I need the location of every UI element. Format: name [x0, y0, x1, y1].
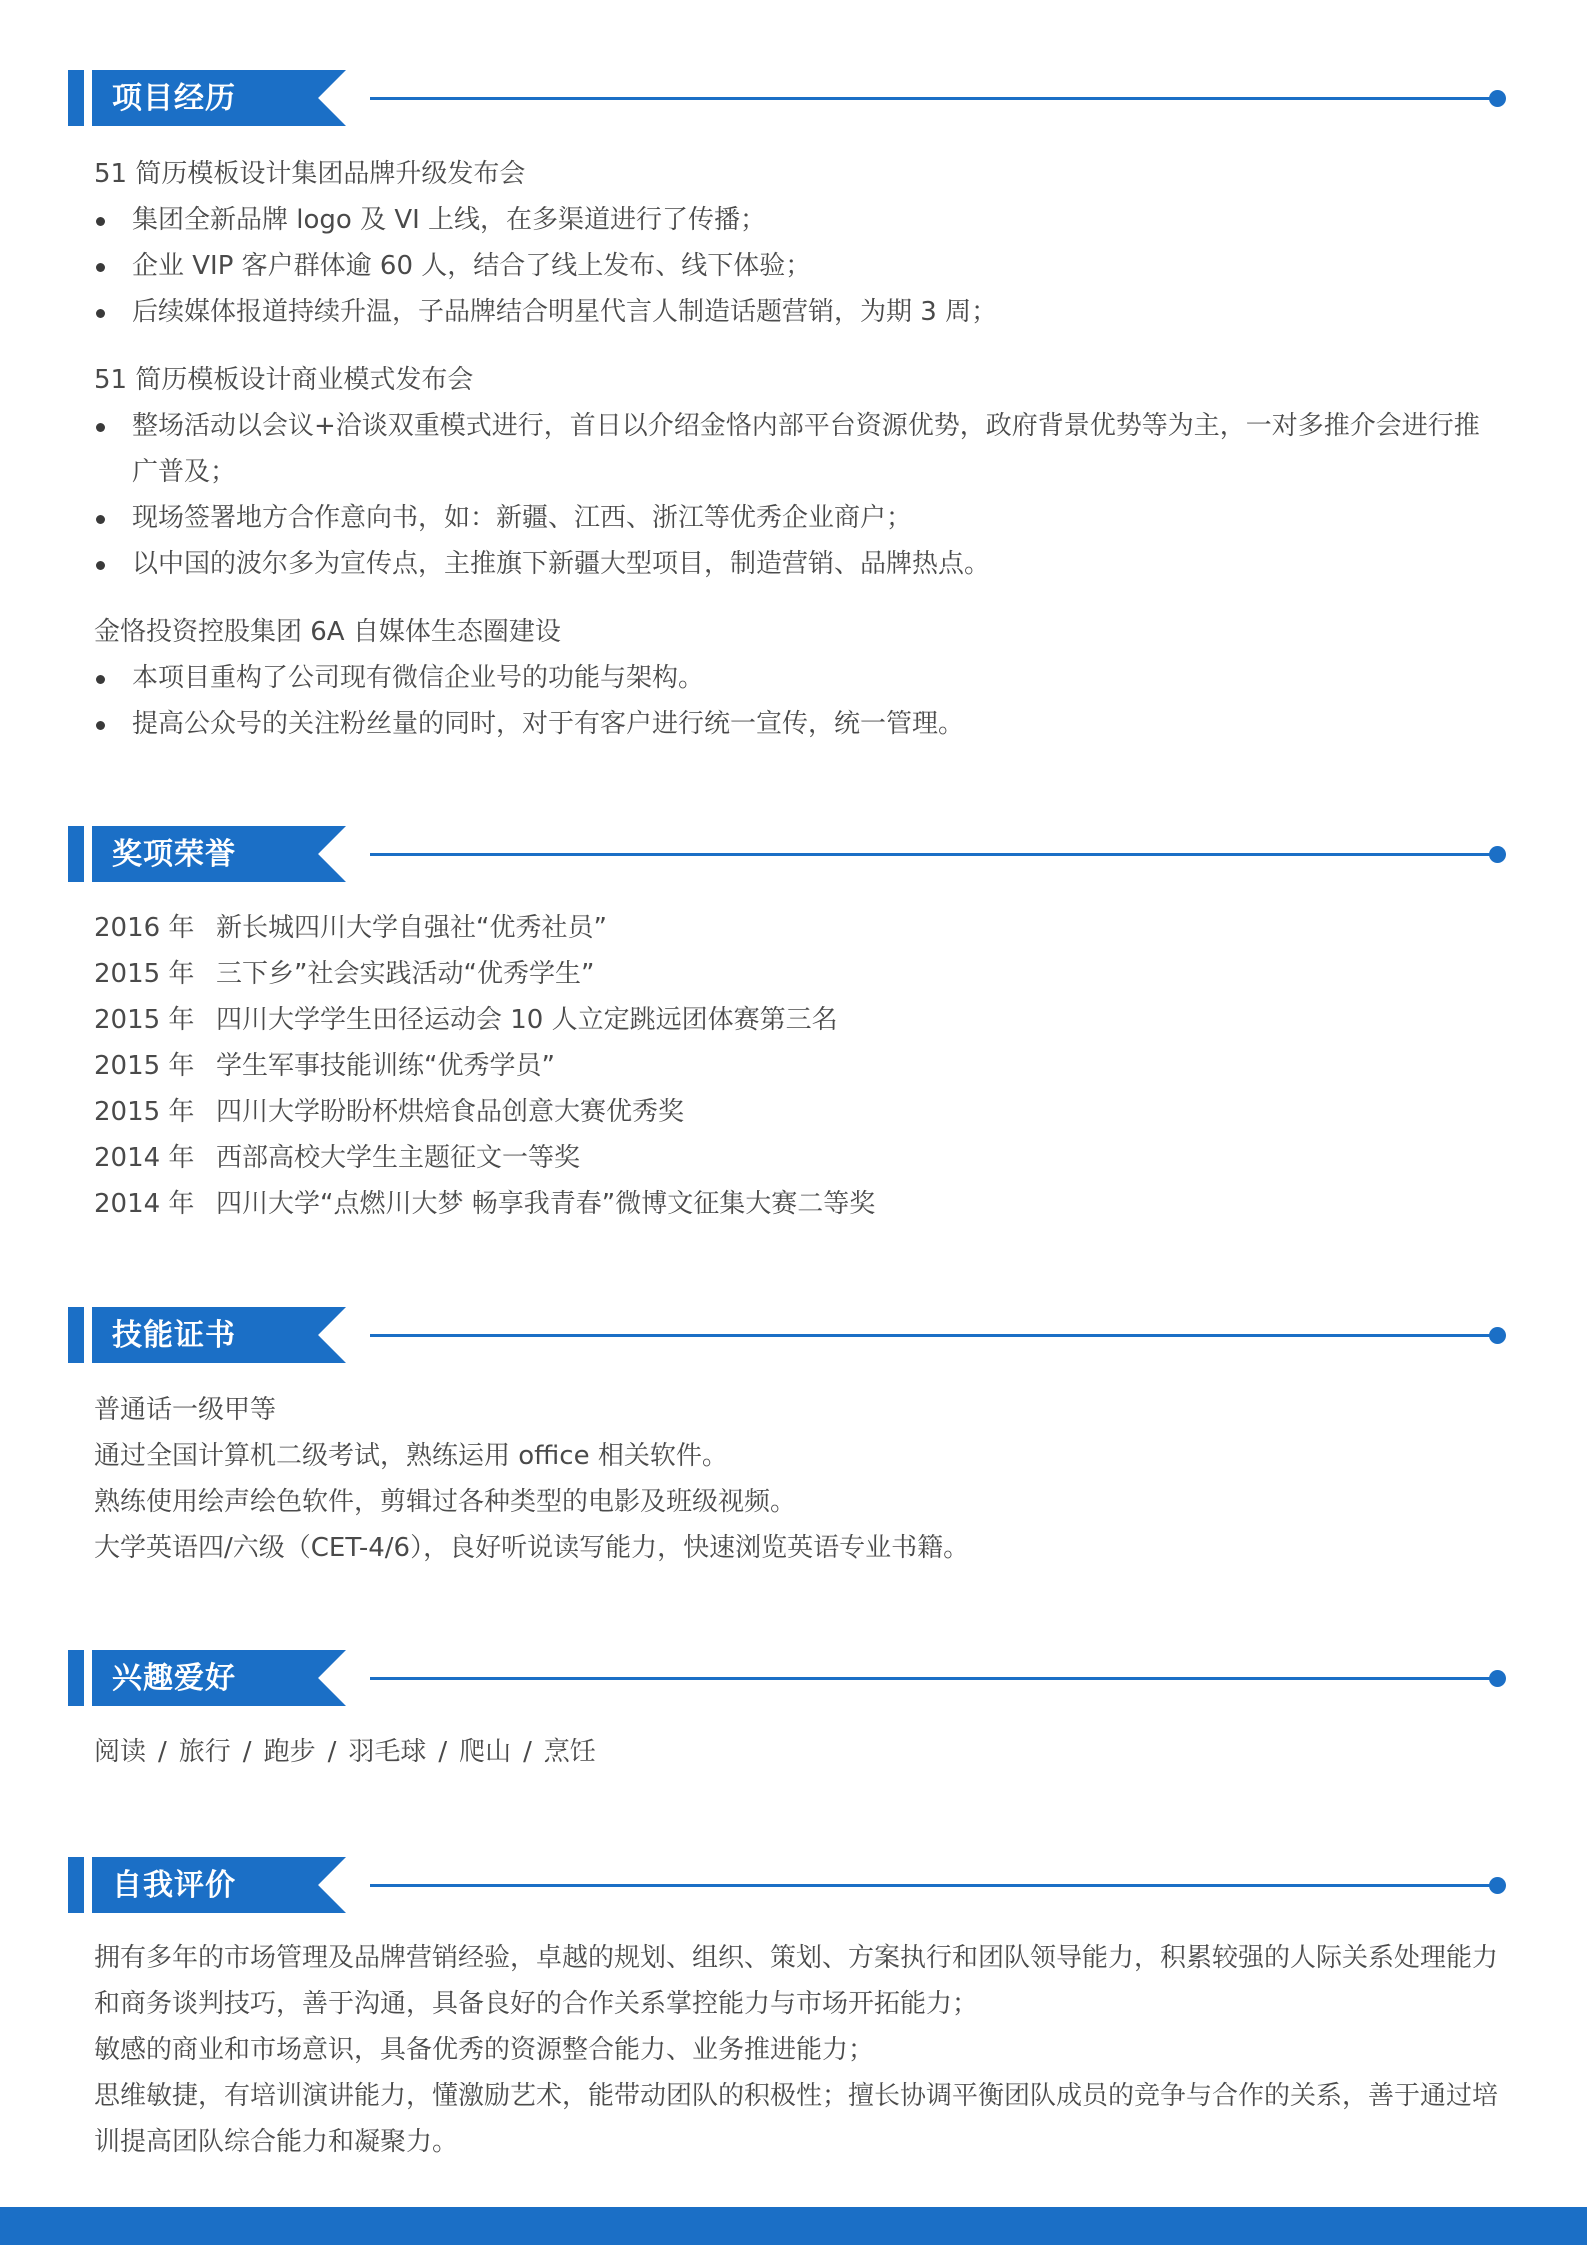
- section-header-skills: [68, 1307, 1508, 1363]
- award-item: [94, 1135, 1504, 1181]
- header-accent-bar: [68, 826, 84, 882]
- award-year: 2015 年: [94, 1005, 195, 1035]
- award-item: [94, 951, 1504, 997]
- award-year: 2015 年: [94, 1051, 195, 1081]
- section-title-self-eval: 自我评价: [112, 1868, 236, 1903]
- hobby-separator: /: [523, 1737, 532, 1767]
- award-desc: 学生军事技能训练“优秀学员”: [216, 1051, 555, 1081]
- header-divider-line: [370, 97, 1496, 100]
- header-divider-dot: [1489, 1670, 1506, 1687]
- project-bullet: 提高公众号的关注粉丝量的同时，对于有客户进行统一宣传，统一管理。: [94, 701, 1504, 747]
- award-desc: 四川大学学生田径运动会 10 人立定跳远团体赛第三名: [216, 1005, 838, 1035]
- project-bullet: 现场签署地方合作意向书，如：新疆、江西、浙江等优秀企业商户；: [94, 495, 1504, 541]
- award-desc: 三下乡”社会实践活动“优秀学生”: [216, 959, 595, 989]
- award-desc: 四川大学“点燃川大梦 畅享我青春”微博文征集大赛二等奖: [216, 1189, 876, 1219]
- award-year: 2014 年: [94, 1143, 195, 1173]
- skills-content: [94, 1387, 1504, 1571]
- award-year: 2016 年: [94, 913, 195, 943]
- hobby-item: 烹饪: [543, 1737, 596, 1767]
- header-accent-bar: [68, 1307, 84, 1363]
- section-header-hobbies: [68, 1650, 1508, 1706]
- award-desc: 西部高校大学生主题征文一等奖: [216, 1143, 581, 1173]
- self-eval-paragraph: 拥有多年的市场管理及品牌营销经验，卓越的规划、组织、策划、方案执行和团队领导能力，积累较强的人际关系处理能力和商务谈判技巧，善于沟通，具备良好的合作关系掌控能力与市场开拓能力；: [94, 1943, 1499, 2019]
- project-bullet: 本项目重构了公司现有微信企业号的功能与架构。: [94, 655, 1504, 701]
- project-bullet: 后续媒体报道持续升温，子品牌结合明星代言人制造话题营销，为期 3 周；: [94, 289, 1504, 335]
- award-desc: 新长城四川大学自强社“优秀社员”: [216, 913, 607, 943]
- header-accent-bar: [68, 1650, 84, 1706]
- header-divider-line: [370, 1334, 1496, 1337]
- hobby-item: 旅行: [178, 1737, 231, 1767]
- project-bullet: 以中国的波尔多为宣传点，主推旗下新疆大型项目，制造营销、品牌热点。: [94, 541, 1504, 587]
- award-desc: 四川大学盼盼杯烘焙食品创意大赛优秀奖: [216, 1097, 685, 1127]
- awards-content: [94, 905, 1504, 1227]
- self-eval-paragraph: 思维敏捷，有培训演讲能力，懂激励艺术，能带动团队的积极性；擅长协调平衡团队成员的竞争与合作的关系，善于通过培训提高团队综合能力和凝聚力。: [94, 2081, 1499, 2157]
- projects-content: [94, 151, 1504, 747]
- project-bullet: 企业 VIP 客户群体逾 60 人，结合了线上发布、线下体验；: [94, 243, 1504, 289]
- hobby-item: 跑步: [263, 1737, 316, 1767]
- header-divider-line: [370, 853, 1496, 856]
- header-accent-bar: [68, 70, 84, 126]
- award-item: [94, 997, 1504, 1043]
- self-eval-content: [94, 1935, 1504, 2165]
- hobby-separator: /: [438, 1737, 448, 1767]
- hobby-separator: /: [327, 1737, 337, 1767]
- header-divider-dot: [1489, 1327, 1506, 1344]
- hobby-item: 阅读: [94, 1737, 147, 1767]
- section-header-self-eval: [68, 1857, 1508, 1913]
- self-eval-paragraph: 敏感的商业和市场意识，具备优秀的资源整合能力、业务推进能力；: [94, 2035, 875, 2065]
- header-accent-bar: [68, 1857, 84, 1913]
- header-divider-dot: [1489, 90, 1506, 107]
- hobby-item: 羽毛球: [348, 1737, 427, 1767]
- project-bullet: 集团全新品牌 logo 及 VI 上线，在多渠道进行了传播；: [94, 197, 1504, 243]
- header-divider-line: [370, 1884, 1496, 1887]
- skill-item: 通过全国计算机二级考试，熟练运用 office 相关软件。: [94, 1441, 728, 1471]
- award-year: 2014 年: [94, 1189, 195, 1219]
- project-name: 金恪投资控股集团 6A 自媒体生态圈建设: [94, 617, 561, 647]
- award-item: [94, 905, 1504, 951]
- award-year: 2015 年: [94, 1097, 195, 1127]
- award-item: [94, 1089, 1504, 1135]
- section-title-skills: 技能证书: [112, 1318, 236, 1353]
- footer-bar: [0, 2207, 1587, 2245]
- section-title-projects: 项目经历: [112, 81, 236, 116]
- project-name: 51 简历模板设计集团品牌升级发布会: [94, 159, 526, 189]
- award-item: [94, 1043, 1504, 1089]
- hobbies-content: [94, 1729, 1504, 1775]
- section-header-projects: [68, 70, 1508, 126]
- header-divider-dot: [1489, 846, 1506, 863]
- hobby-item: 爬山: [459, 1737, 512, 1767]
- project-bullet: 整场活动以会议+洽谈双重模式进行，首日以介绍金恪内部平台资源优势，政府背景优势等为主，一对多推介会进行推广普及；: [94, 403, 1504, 495]
- hobby-separator: /: [242, 1737, 252, 1767]
- hobby-separator: /: [158, 1737, 167, 1767]
- header-divider-line: [370, 1677, 1496, 1680]
- award-year: 2015 年: [94, 959, 195, 989]
- skill-item: 熟练使用绘声绘色软件，剪辑过各种类型的电影及班级视频。: [94, 1487, 797, 1517]
- section-title-hobbies: 兴趣爱好: [112, 1661, 236, 1696]
- section-title-awards: 奖项荣誉: [112, 837, 236, 872]
- skill-item: 大学英语四/六级（CET-4/6），良好听说读写能力，快速浏览英语专业书籍。: [94, 1533, 970, 1563]
- header-divider-dot: [1489, 1877, 1506, 1894]
- project-name: 51 简历模板设计商业模式发布会: [94, 365, 474, 395]
- skill-item: 普通话一级甲等: [94, 1395, 277, 1425]
- award-item: [94, 1181, 1504, 1227]
- section-header-awards: [68, 826, 1508, 882]
